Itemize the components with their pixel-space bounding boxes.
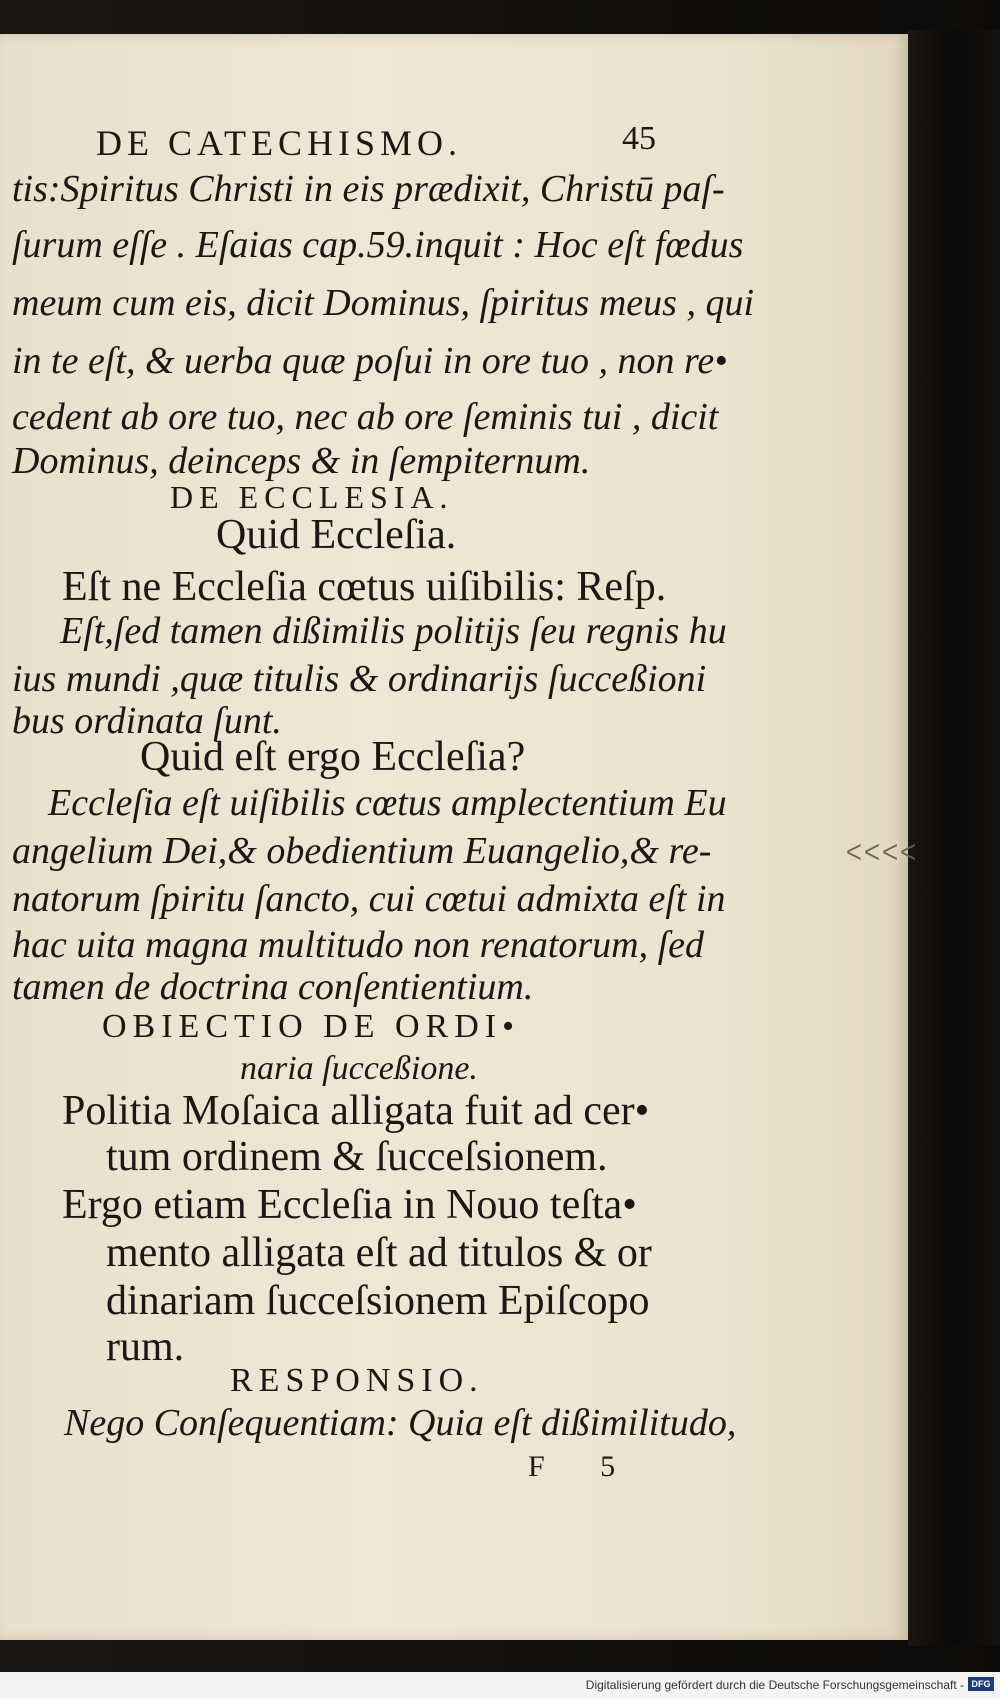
section-heading: DE ECCLESIA. — [170, 479, 454, 515]
question-heading: Quid Eccleſia. — [216, 512, 457, 558]
text-line: Eſt,ſed tamen dißimilis politijs ſeu regnis hu — [60, 610, 727, 652]
text-line: tis:Spiritus Christi in eis prædixit, Christū paſ- — [12, 168, 725, 210]
text-line: bus ordinata ſunt. — [12, 700, 282, 742]
text-line: rum. — [106, 1324, 185, 1370]
text-line: Ergo etiam Eccleſia in Nouo teſta• — [62, 1182, 637, 1228]
section-heading: OBIECTIO DE ORDI• — [102, 1008, 520, 1045]
bleed-through-mark: ᐸᐸᐸᐸ — [846, 840, 919, 865]
text-line: dinariam ſucceſsionem Epiſcopo — [106, 1278, 650, 1324]
text-line: angelium Dei,& obedientium Euangelio,& re- — [12, 830, 712, 872]
question-heading: Quid eſt ergo Eccleſia? — [140, 734, 526, 780]
book-edge — [908, 30, 1000, 1646]
text-line: ſurum eſſe . Eſaias cap.59.inquit : Hoc eſt fœdus — [12, 224, 744, 266]
text-line: ius mundi ,quæ titulis & ordinarijs ſucceßioni — [12, 658, 707, 700]
text-line: meum cum eis, dicit Dominus, ſpiritus meus , qui — [12, 282, 755, 324]
section-heading: RESPONSIO. — [230, 1362, 484, 1399]
text-line: in te eſt, & uerba quæ poſui in ore tuo , non re• — [12, 340, 728, 382]
text-line: hac uita magna multitudo non renatorum, ſed — [12, 924, 705, 966]
dfg-logo-icon: DFG — [968, 1677, 994, 1691]
text-line: Dominus, deinceps & in ſempiternum. — [12, 440, 591, 482]
text-line: Politia Moſaica alligata fuit ad cer• — [62, 1088, 650, 1134]
signature-mark: F 5 — [528, 1450, 640, 1483]
book-page — [0, 34, 919, 1640]
funding-credit: Digitalisierung gefördert durch die Deutsche Forschungsgemeinschaft - — [585, 1678, 964, 1692]
text-line: Eſt ne Eccleſia cœtus uiſibilis: Reſp. — [62, 564, 667, 610]
page-text — [0, 34, 919, 1640]
text-line: Eccleſia eſt uiſibilis cœtus amplectentium Eu — [48, 782, 727, 824]
footer-bar — [0, 1672, 1000, 1699]
text-line: mento alligata eſt ad titulos & or — [106, 1230, 652, 1276]
text-line: cedent ab ore tuo, nec ab ore ſeminis tui , dicit — [12, 396, 719, 438]
text-line: natorum ſpiritu ſancto, cui cœtui admixta eſt in — [12, 878, 726, 920]
text-line: tum ordinem & ſucceſsionem. — [106, 1134, 608, 1180]
text-line: Nego Conſequentiam: Quia eſt dißimilitudo, — [64, 1402, 737, 1444]
text-line: tamen de doctrina conſentientium. — [12, 966, 534, 1008]
running-head: DE CATECHISMO. — [96, 123, 463, 163]
page-number: 45 — [622, 120, 656, 157]
section-heading-cont: naria ſucceßione. — [240, 1050, 478, 1087]
